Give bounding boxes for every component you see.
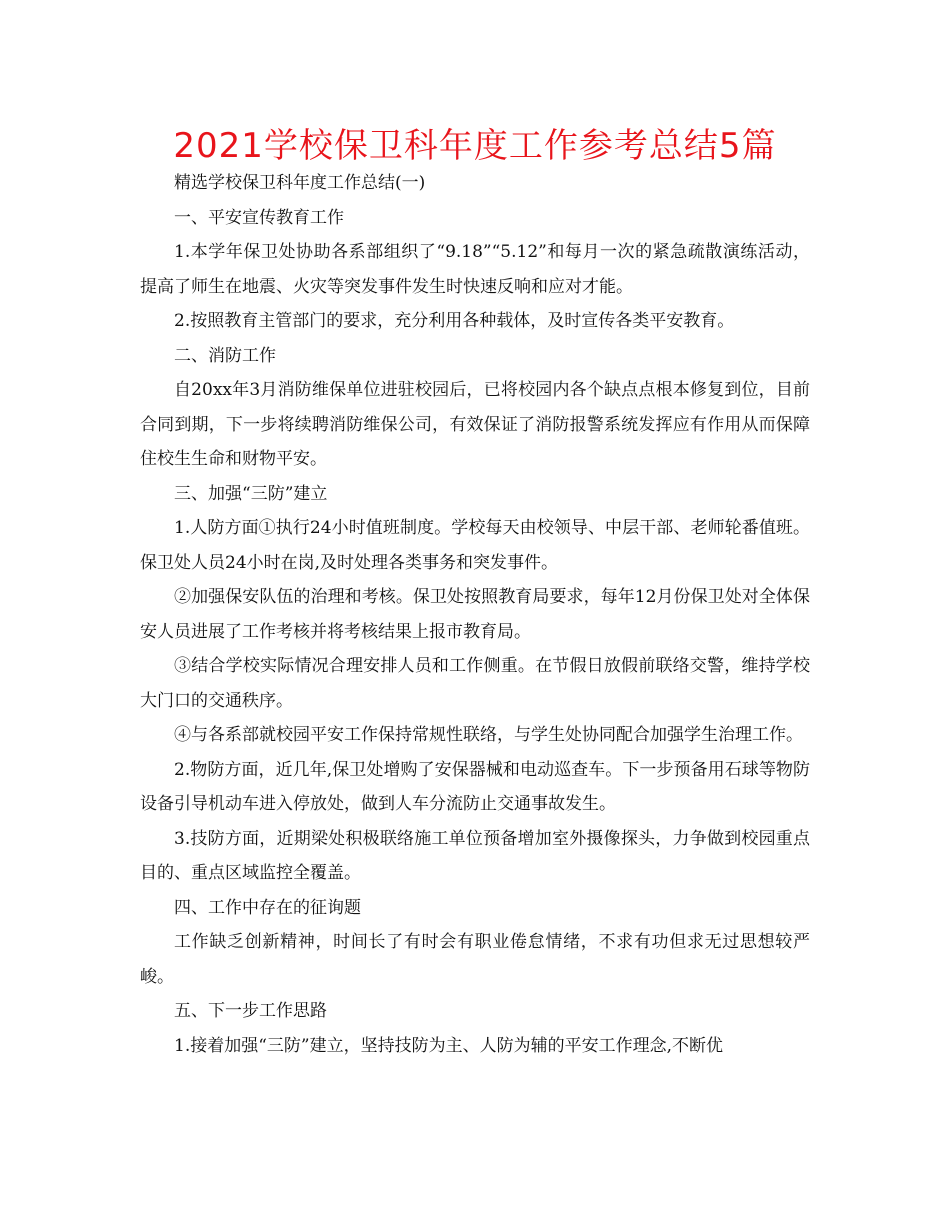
paragraph: 1.人防方面①执行24小时值班制度。学校每天由校领导、中层干部、老师轮番值班。保卫处人员24小时在岗,及时处理各类事务和突发事件。 (140, 518, 810, 573)
paragraph: 1.接着加强“三防”建立，坚持技防为主、人防为辅的平安工作理念,不断优 (174, 1035, 724, 1056)
paragraph: ②加强保安队伍的治理和考核。保卫处按照教育局要求，每年12月份保卫处对全体保安人员进展了工作考核并将考核结果上报市教育局。 (140, 587, 810, 642)
paragraph: 3.技防方面，近期梁处积极联络施工单位预备增加室外摄像探头，力争做到校园重点目的、重点区域监控全覆盖。 (140, 828, 810, 883)
paragraph: 工作缺乏创新精神，时间长了有时会有职业倦怠情绪，不求有功但求无过思想较严峻。 (140, 932, 810, 987)
section-heading: 五、下一步工作思路 (174, 1001, 327, 1021)
paragraph: ④与各系部就校园平安工作保持常规性联络，与学生处协同配合加强学生治理工作。 (174, 725, 803, 745)
section-heading: 四、工作中存在的征询题 (174, 897, 361, 918)
paragraph: ③结合学校实际情况合理安排人员和工作侧重。在节假日放假前联络交警，维持学校大门口的交通秩序。 (140, 656, 810, 711)
paragraph: 自20xx年3月消防维保单位进驻校园后，已将校园内各个缺点点根本修复到位，目前合同到期，下一步将续聘消防维保公司，有效保证了消防报警系统发挥应有作用从而保障住校生生命和财物平安。 (140, 380, 810, 469)
section-heading: 三、加强“三防”建立 (174, 483, 328, 504)
document-body (140, 166, 810, 1063)
section-heading: 二、消防工作 (174, 345, 276, 366)
paragraph: 2.按照教育主管部门的要求，充分利用各种载体，及时宣传各类平安教育。 (174, 311, 735, 331)
paragraph: 精选学校保卫科年度工作总结(一) (174, 173, 426, 193)
document-title: 2021学校保卫科年度工作参考总结5篇 (173, 126, 777, 166)
paragraph: 1.本学年保卫处协助各系部组织了“9.18”“5.12”和每月一次的紧急疏散演练活动，提高了师生在地震、火灾等突发事件发生时快速反响和应对才能。 (140, 242, 810, 297)
paragraph: 2.物防方面，近几年,保卫处增购了安保器械和电动巡查车。下一步预备用石球等物防设备引导机动车进入停放处，做到人车分流防止交通事故发生。 (140, 759, 810, 814)
section-heading: 一、平安宣传教育工作 (174, 207, 344, 228)
